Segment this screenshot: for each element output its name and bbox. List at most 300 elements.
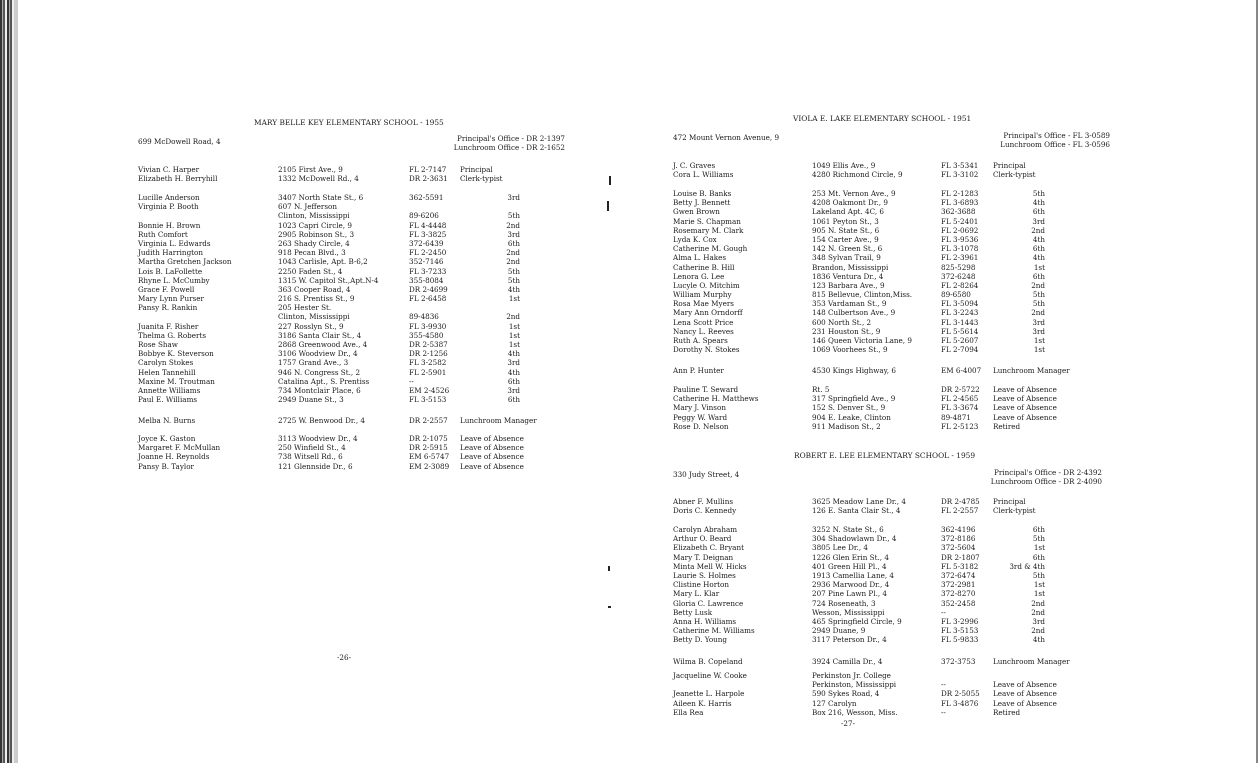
staff-name: Marie S. Chapman (673, 216, 741, 226)
staff-role: Clerk-typist (993, 170, 1036, 180)
staff-phone: FL 3-2582 (409, 358, 447, 368)
staff-address: 3252 N. State St., 6 (812, 525, 884, 534)
staff-role: Leave of Absence (993, 385, 1057, 394)
lunchroom-office-line: Lunchroom Office - DR 2-4090 (990, 477, 1102, 486)
staff-name: William Murphy (673, 290, 732, 300)
staff-name: Lois B. LaFollette (138, 266, 203, 276)
staff-role: 5th (1032, 534, 1045, 544)
staff-role: 1st (1033, 543, 1045, 553)
staff-phone: FL 2-4565 (941, 394, 979, 404)
staff-phone: FL 3-4876 (941, 698, 979, 708)
staff-phone: 355-8084 (409, 275, 444, 285)
binding-shadow (14, 0, 18, 763)
staff-role: 2nd (506, 248, 520, 258)
staff-phone: -- (941, 707, 946, 717)
staff-role: Clerk-typist (993, 506, 1036, 516)
staff-address: 607 N. Jefferson (278, 202, 337, 212)
staff-role: Leave of Absence (993, 403, 1057, 413)
staff-phone: FL 2-0692 (941, 225, 979, 235)
staff-address: 363 Cooper Road, 4 (278, 284, 351, 294)
staff-address: 600 North St., 2 (812, 317, 872, 327)
staff-address: Perkinston Jr. College (812, 671, 891, 680)
lunchroom-office-line: Lunchroom Office - FL 3-0596 (1000, 140, 1110, 149)
staff-role: 3rd (507, 385, 520, 395)
page-number: -27- (841, 719, 856, 728)
staff-role: 1st (508, 321, 520, 331)
staff-role: 2nd (506, 312, 520, 322)
staff-phone: EM 6-5747 (409, 452, 450, 462)
staff-phone: DR 2-1075 (409, 434, 448, 443)
staff-role: Retired (993, 707, 1021, 717)
staff-phone: -- (941, 680, 946, 690)
staff-name: Gwen Brown (673, 207, 720, 217)
staff-name: Clistine Horton (673, 580, 730, 590)
staff-name: Rosa Mae Myers (673, 299, 734, 309)
staff-address: 905 N. State St., 6 (812, 225, 880, 235)
staff-role: 1st (1033, 336, 1045, 345)
staff-name: Lucille Anderson (138, 193, 200, 202)
staff-role: 6th (1032, 552, 1045, 562)
staff-address: Lakeland Apt. 4C, 6 (812, 207, 884, 217)
staff-address: Rt. 5 (812, 385, 830, 394)
staff-phone: DR 2-5055 (941, 689, 980, 699)
staff-address: 123 Barbara Ave., 9 (812, 280, 885, 290)
staff-phone: 372-2981 (941, 580, 976, 590)
staff-address: 1061 Peyton St., 3 (812, 216, 879, 226)
staff-role: 1st (1033, 345, 1045, 355)
staff-phone: 372-6439 (409, 238, 444, 248)
staff-phone: DR 2-2557 (409, 416, 448, 425)
staff-name: Ruth Comfort (138, 229, 188, 239)
staff-name: Ruth A. Spears (673, 336, 728, 345)
staff-phone: FL 3-1078 (941, 244, 979, 254)
staff-name: Juanita F. Risher (138, 321, 199, 331)
staff-address: 1043 Carlisle, Apt. B-6,2 (278, 257, 368, 267)
staff-name: Bonnie H. Brown (138, 220, 201, 230)
staff-role: 4th (1032, 198, 1045, 208)
staff-phone: 825-5298 (941, 262, 976, 272)
staff-name: Catherine M. Williams (673, 626, 755, 636)
staff-phone: FL 2-5901 (409, 367, 447, 377)
staff-address: 1069 Voorhees St., 9 (812, 345, 888, 355)
staff-name: Carolyn Abraham (673, 525, 738, 534)
staff-address: 152 S. Denver St., 9 (812, 403, 886, 413)
staff-role: 2nd (1031, 598, 1045, 608)
staff-address: 348 Sylvan Trail, 9 (812, 253, 881, 263)
staff-role: 2nd (506, 257, 520, 267)
staff-name: Grace F. Powell (138, 284, 195, 294)
staff-address: 4530 Kings Highway, 6 (812, 366, 896, 375)
staff-address: Box 216, Wesson, Miss. (812, 707, 898, 717)
staff-address: 734 Montclair Place, 6 (278, 385, 361, 395)
staff-address: Clinton, Mississippi (278, 312, 350, 322)
staff-address: 304 Shadowlawn Dr., 4 (812, 534, 897, 544)
staff-address: 4208 Oakmont Dr., 9 (812, 198, 888, 208)
staff-address: Brandon, Mississippi (812, 262, 889, 272)
staff-name: J. C. Graves (673, 161, 716, 170)
staff-address: 3805 Lee Dr., 4 (812, 543, 868, 553)
staff-name: Lucyle O. Mitchim (673, 280, 740, 290)
staff-address: 1757 Grand Ave., 3 (278, 358, 349, 368)
staff-role: 6th (1032, 244, 1045, 254)
staff-name: Catherine B. Hill (673, 262, 735, 272)
staff-phone: FL 3-3102 (941, 170, 979, 180)
staff-phone: 352-7146 (409, 257, 444, 267)
staff-role: 4th (507, 284, 520, 294)
staff-phone: 372-6248 (941, 271, 976, 281)
staff-phone: FL 2-7147 (409, 165, 447, 174)
staff-address: 154 Carter Ave., 9 (812, 234, 879, 244)
staff-address: 1049 Ellis Ave., 9 (812, 161, 876, 170)
staff-role: Leave of Absence (993, 394, 1057, 404)
staff-role: Lunchroom Manager (460, 416, 537, 425)
staff-name: Lena Scott Price (673, 317, 734, 327)
staff-name: Mary Ann Orndorff (673, 308, 743, 318)
staff-phone: 355-4580 (409, 330, 444, 340)
staff-phone: DR 2-3631 (409, 174, 448, 184)
staff-phone: FL 3-5153 (941, 626, 979, 636)
staff-phone: FL 3-9536 (941, 234, 979, 244)
staff-role: 6th (507, 376, 520, 386)
school-address-2: 330 Judy Street, 4 (673, 470, 740, 479)
staff-name: Catherine M. Gough (673, 244, 748, 254)
staff-role: 3rd (507, 229, 520, 239)
staff-role: 5th (507, 266, 520, 276)
staff-name: Joanne H. Reynolds (138, 452, 210, 462)
staff-name: Vivian C. Harper (138, 165, 200, 174)
staff-role: 6th (1032, 525, 1045, 534)
staff-name: Margaret F. McMullan (138, 443, 221, 453)
staff-name: Mary Lynn Purser (138, 294, 204, 304)
staff-name: Lenora G. Lee (673, 271, 725, 281)
staff-role: 2nd (1031, 626, 1045, 636)
staff-phone: 362-5591 (409, 193, 444, 202)
staff-name: Elizabeth H. Berryhill (138, 174, 218, 184)
staff-phone: FL 4-4448 (409, 220, 447, 230)
staff-role: 2nd (1031, 225, 1045, 235)
staff-phone: FL 5-3182 (941, 561, 979, 571)
staff-phone: FL 3-2243 (941, 308, 979, 318)
staff-address: 590 Sykes Road, 4 (812, 689, 880, 699)
staff-phone: 372-5604 (941, 543, 976, 553)
staff-role: 3rd & 4th (1009, 561, 1045, 571)
staff-address: 227 Rosslyn St., 9 (278, 321, 344, 331)
lunchroom-office-line: Lunchroom Office - DR 2-1652 (453, 143, 565, 152)
staff-phone: 362-4196 (941, 525, 976, 534)
staff-name: Lyda K. Cox (673, 234, 717, 244)
staff-name: Ella Rea (673, 707, 704, 717)
staff-phone: DR 2-4785 (941, 497, 980, 506)
staff-role: Leave of Absence (993, 689, 1057, 699)
principal-office-line: Principal's Office - DR 2-4392 (994, 468, 1102, 477)
staff-phone: FL 3-3674 (941, 403, 979, 413)
staff-address: 3113 Woodview Dr., 4 (278, 434, 358, 443)
staff-name: Paul E. Williams (138, 395, 198, 405)
staff-role: Clerk-typist (460, 174, 503, 184)
staff-address: 148 Culbertson Ave., 9 (812, 308, 896, 318)
staff-address: 127 Carolyn (812, 698, 857, 708)
staff-phone: FL 3-9930 (409, 321, 447, 331)
staff-role: 3rd (507, 193, 520, 202)
staff-address: 3117 Peterson Dr., 4 (812, 635, 887, 645)
scan-speck (607, 201, 609, 211)
staff-name: Gloria C. Lawrence (673, 598, 744, 608)
staff-role: 3rd (1032, 326, 1045, 336)
staff-phone: DR 2-1807 (941, 552, 980, 562)
staff-phone: FL 3-5341 (941, 161, 979, 170)
staff-name: Anna H. Williams (673, 616, 737, 626)
staff-address: 4280 Richmond Circle, 9 (812, 170, 903, 180)
staff-phone: FL 3-5153 (409, 395, 447, 405)
staff-name: Ann P. Hunter (673, 366, 724, 375)
staff-phone: EM 2-3089 (409, 461, 450, 471)
staff-name: Alma L. Hakes (673, 253, 727, 263)
staff-phone: 352-2458 (941, 598, 976, 608)
staff-role: 4th (1032, 635, 1045, 645)
staff-phone: FL 3-2996 (941, 616, 979, 626)
staff-role: Leave of Absence (993, 698, 1057, 708)
staff-name: Joyce K. Gaston (138, 434, 196, 443)
staff-role: Leave of Absence (460, 452, 524, 462)
staff-role: Leave of Absence (993, 412, 1057, 422)
staff-name: Pauline T. Seward (673, 385, 739, 394)
staff-phone: DR 2-1256 (409, 349, 448, 359)
staff-address: 216 S. Prentiss St., 9 (278, 294, 355, 304)
staff-phone: DR 2-5387 (409, 340, 448, 349)
staff-phone: -- (409, 376, 414, 386)
staff-address: 815 Bellevue, Clinton,Miss. (812, 290, 913, 300)
staff-name: Mary T. Deignan (673, 552, 734, 562)
scan-speck (609, 176, 611, 185)
staff-phone: DR 2-4699 (409, 284, 448, 294)
staff-address: 2949 Duane St., 3 (278, 395, 344, 405)
staff-role: 5th (1032, 189, 1045, 198)
staff-address: 353 Vardaman St., 9 (812, 299, 887, 309)
staff-address: 3186 Santa Clair St., 4 (278, 330, 362, 340)
staff-address: 2868 Greenwood Ave., 4 (278, 340, 368, 349)
staff-address: 918 Pecan Blvd., 3 (278, 248, 346, 258)
staff-role: 4th (1032, 234, 1045, 244)
staff-address: 1332 McDowell Rd., 4 (278, 174, 359, 184)
staff-phone: 89-4836 (409, 312, 439, 322)
staff-role: 3rd (1032, 616, 1045, 626)
staff-name: Catherine H. Matthews (673, 394, 759, 404)
staff-address: 146 Queen Victoria Lane, 9 (812, 336, 912, 345)
staff-address: 1315 W. Capitol St.,Apt.N-4 (278, 275, 379, 285)
staff-name: Annette Williams (138, 385, 201, 395)
staff-phone: 372-8270 (941, 589, 976, 599)
staff-role: 5th (507, 275, 520, 285)
staff-name: Betty D. Young (673, 635, 728, 645)
staff-phone: FL 3-5094 (941, 299, 979, 309)
staff-role: 1st (1033, 580, 1045, 590)
staff-name: Arthur O. Beard (673, 534, 732, 544)
school-title-2: ROBERT E. LEE ELEMENTARY SCHOOL - 1959 (794, 451, 976, 460)
staff-phone: -- (941, 607, 946, 617)
staff-address: 946 N. Congress St., 2 (278, 367, 361, 377)
staff-address: 2905 Robinson St., 3 (278, 229, 355, 239)
staff-address: 1226 Glen Erin St., 4 (812, 552, 889, 562)
staff-phone: 372-3753 (941, 657, 976, 666)
scan-speck (608, 566, 610, 571)
staff-name: Jacqueline W. Cooke (673, 671, 747, 680)
staff-role: 2nd (1031, 607, 1045, 617)
staff-name: Pansy R. Rankin (138, 303, 198, 313)
staff-address: 121 Glennside Dr., 6 (278, 461, 353, 471)
staff-address: Perkinston, Mississippi (812, 680, 897, 690)
staff-role: 1st (508, 294, 520, 304)
staff-name: Thelma G. Roberts (138, 330, 207, 340)
staff-name: Rose D. Nelson (673, 421, 729, 431)
staff-role: Lunchroom Manager (993, 366, 1070, 375)
staff-name: Rosemary M. Clark (673, 225, 744, 235)
staff-address: 317 Springfield Ave., 9 (812, 394, 896, 404)
staff-name: Betty Lusk (673, 607, 713, 617)
staff-name: Bobbye K. Steverson (138, 349, 214, 359)
staff-phone: 89-6580 (941, 290, 971, 300)
staff-role: Lunchroom Manager (993, 657, 1070, 666)
office-phones (883, 131, 1110, 149)
staff-name: Doris C. Kennedy (673, 506, 737, 516)
staff-phone: FL 5-5614 (941, 326, 979, 336)
staff-role: 6th (507, 238, 520, 248)
staff-address: 401 Green Hill Pl., 4 (812, 561, 887, 571)
staff-phone: 89-6206 (409, 211, 439, 221)
staff-role: 5th (1032, 299, 1045, 309)
staff-role: 4th (507, 367, 520, 377)
staff-name: Judith Harrington (138, 248, 204, 258)
staff-name: Carolyn Stokes (138, 358, 194, 368)
staff-name: Martha Gretchen Jackson (138, 257, 232, 267)
staff-role: 5th (1032, 570, 1045, 580)
staff-phone: FL 2-7094 (941, 345, 979, 355)
staff-name: Virginia L. Edwards (138, 238, 211, 248)
staff-phone: 372-6474 (941, 570, 976, 580)
staff-name: Mary J. Vinson (673, 403, 726, 413)
staff-phone: DR 2-5915 (409, 443, 448, 453)
staff-phone: 89-4871 (941, 412, 971, 422)
binding-gutter (0, 0, 14, 763)
staff-phone: FL 2-1283 (941, 189, 979, 198)
staff-phone: FL 2-8264 (941, 280, 979, 290)
page-number: -26- (337, 653, 352, 662)
staff-phone: DR 2-5722 (941, 385, 980, 394)
staff-role: Leave of Absence (993, 680, 1057, 690)
staff-address: 465 Springfield Circle, 9 (812, 616, 902, 626)
page-edge (1256, 0, 1258, 763)
staff-address: 207 Pine Lawn Pl., 4 (812, 589, 887, 599)
staff-name: Pansy B. Taylor (138, 461, 194, 471)
staff-address: 250 Winfield St., 4 (278, 443, 346, 453)
staff-name: Rhyne L. McCumby (138, 275, 210, 285)
staff-name: Peggy W. Ward (673, 412, 728, 422)
staff-address: 911 Madison St., 2 (812, 421, 881, 431)
staff-name: Maxine M. Troutman (138, 376, 215, 386)
staff-phone: FL 3-1443 (941, 317, 979, 327)
staff-name: Mary L. Klar (673, 589, 720, 599)
staff-role: 4th (1032, 253, 1045, 263)
staff-name: Betty J. Bennett (673, 198, 731, 208)
school-title: VIOLA E. LAKE ELEMENTARY SCHOOL - 1951 (793, 114, 972, 123)
staff-role: 1st (508, 340, 520, 349)
staff-role: 1st (1033, 589, 1045, 599)
staff-phone: FL 5-2607 (941, 336, 979, 345)
staff-name: Helen Tannehill (138, 367, 196, 377)
staff-phone: FL 2-5123 (941, 421, 979, 431)
staff-address: 126 E. Santa Clair St., 4 (812, 506, 901, 516)
staff-role: 6th (507, 395, 520, 405)
staff-role: 1st (508, 330, 520, 340)
staff-phone: FL 2-2557 (941, 506, 979, 516)
school-address: 472 Mount Vernon Avenue, 9 (673, 133, 780, 142)
scan-speck (608, 606, 611, 608)
staff-phone: FL 2-3961 (941, 253, 979, 263)
staff-address: 3625 Meadow Lane Dr., 4 (812, 497, 906, 506)
staff-role: Principal (460, 165, 493, 174)
staff-address: 2105 First Ave., 9 (278, 165, 343, 174)
staff-role: 3rd (507, 358, 520, 368)
school-address: 699 McDowell Road, 4 (138, 137, 221, 146)
staff-address: 2949 Duane, 9 (812, 626, 866, 636)
staff-address: 904 E. Leake, Clinton (812, 412, 891, 422)
staff-role: 3rd (1032, 216, 1045, 226)
staff-name: Virginia P. Booth (138, 202, 199, 212)
staff-name: Jeanette L. Harpole (673, 689, 745, 699)
staff-address: 3106 Woodview Dr., 4 (278, 349, 358, 359)
staff-name: Elizabeth C. Bryant (673, 543, 744, 553)
staff-address: 1913 Camellia Lane, 4 (812, 570, 894, 580)
staff-phone: FL 5-2401 (941, 216, 979, 226)
staff-phone: FL 2-6458 (409, 294, 447, 304)
staff-phone: 372-8186 (941, 534, 976, 544)
staff-phone: FL 3-7233 (409, 266, 447, 276)
staff-address: 1023 Capri Circle, 9 (278, 220, 352, 230)
office-phones (348, 134, 565, 152)
staff-address: 253 Mt. Vernon Ave., 9 (812, 189, 896, 198)
staff-role: 5th (1032, 290, 1045, 300)
staff-address: 738 Witsell Rd., 6 (278, 452, 343, 462)
staff-phone: 362-3688 (941, 207, 976, 217)
staff-role: Principal (993, 497, 1026, 506)
staff-address: 2250 Faden St., 4 (278, 266, 343, 276)
staff-name: Wilma B. Copeland (673, 657, 743, 666)
staff-role: Leave of Absence (460, 461, 524, 471)
staff-phone: EM 2-4526 (409, 385, 450, 395)
office-phones-2 (883, 468, 1102, 486)
staff-address: 231 Houston St., 9 (812, 326, 881, 336)
staff-name: Louise B. Banks (673, 189, 732, 198)
staff-role: 4th (507, 349, 520, 359)
staff-role: Retired (993, 421, 1021, 431)
staff-name: Minta Mell W. Hicks (673, 561, 747, 571)
staff-phone: EM 6-4007 (941, 366, 982, 375)
principal-office-line: Principal's Office - FL 3-0589 (1003, 131, 1110, 140)
staff-name: Laurie S. Holmes (673, 570, 736, 580)
staff-phone: FL 5-9833 (941, 635, 979, 645)
staff-role: Leave of Absence (460, 434, 524, 443)
staff-address: 724 Roseneath, 3 (812, 598, 876, 608)
staff-address: Clinton, Mississippi (278, 211, 350, 221)
staff-address: 1836 Ventura Dr., 4 (812, 271, 884, 281)
staff-address: Wesson, Mississippi (812, 607, 885, 617)
staff-role: 3rd (1032, 317, 1045, 327)
staff-role: 5th (507, 211, 520, 221)
staff-address: 142 N. Green St., 6 (812, 244, 883, 254)
staff-name: Dorothy N. Stokes (673, 345, 740, 355)
staff-role: 6th (1032, 271, 1045, 281)
staff-address: Catalina Apt., S. Prentiss (278, 376, 370, 386)
staff-phone: FL 3-6893 (941, 198, 979, 208)
